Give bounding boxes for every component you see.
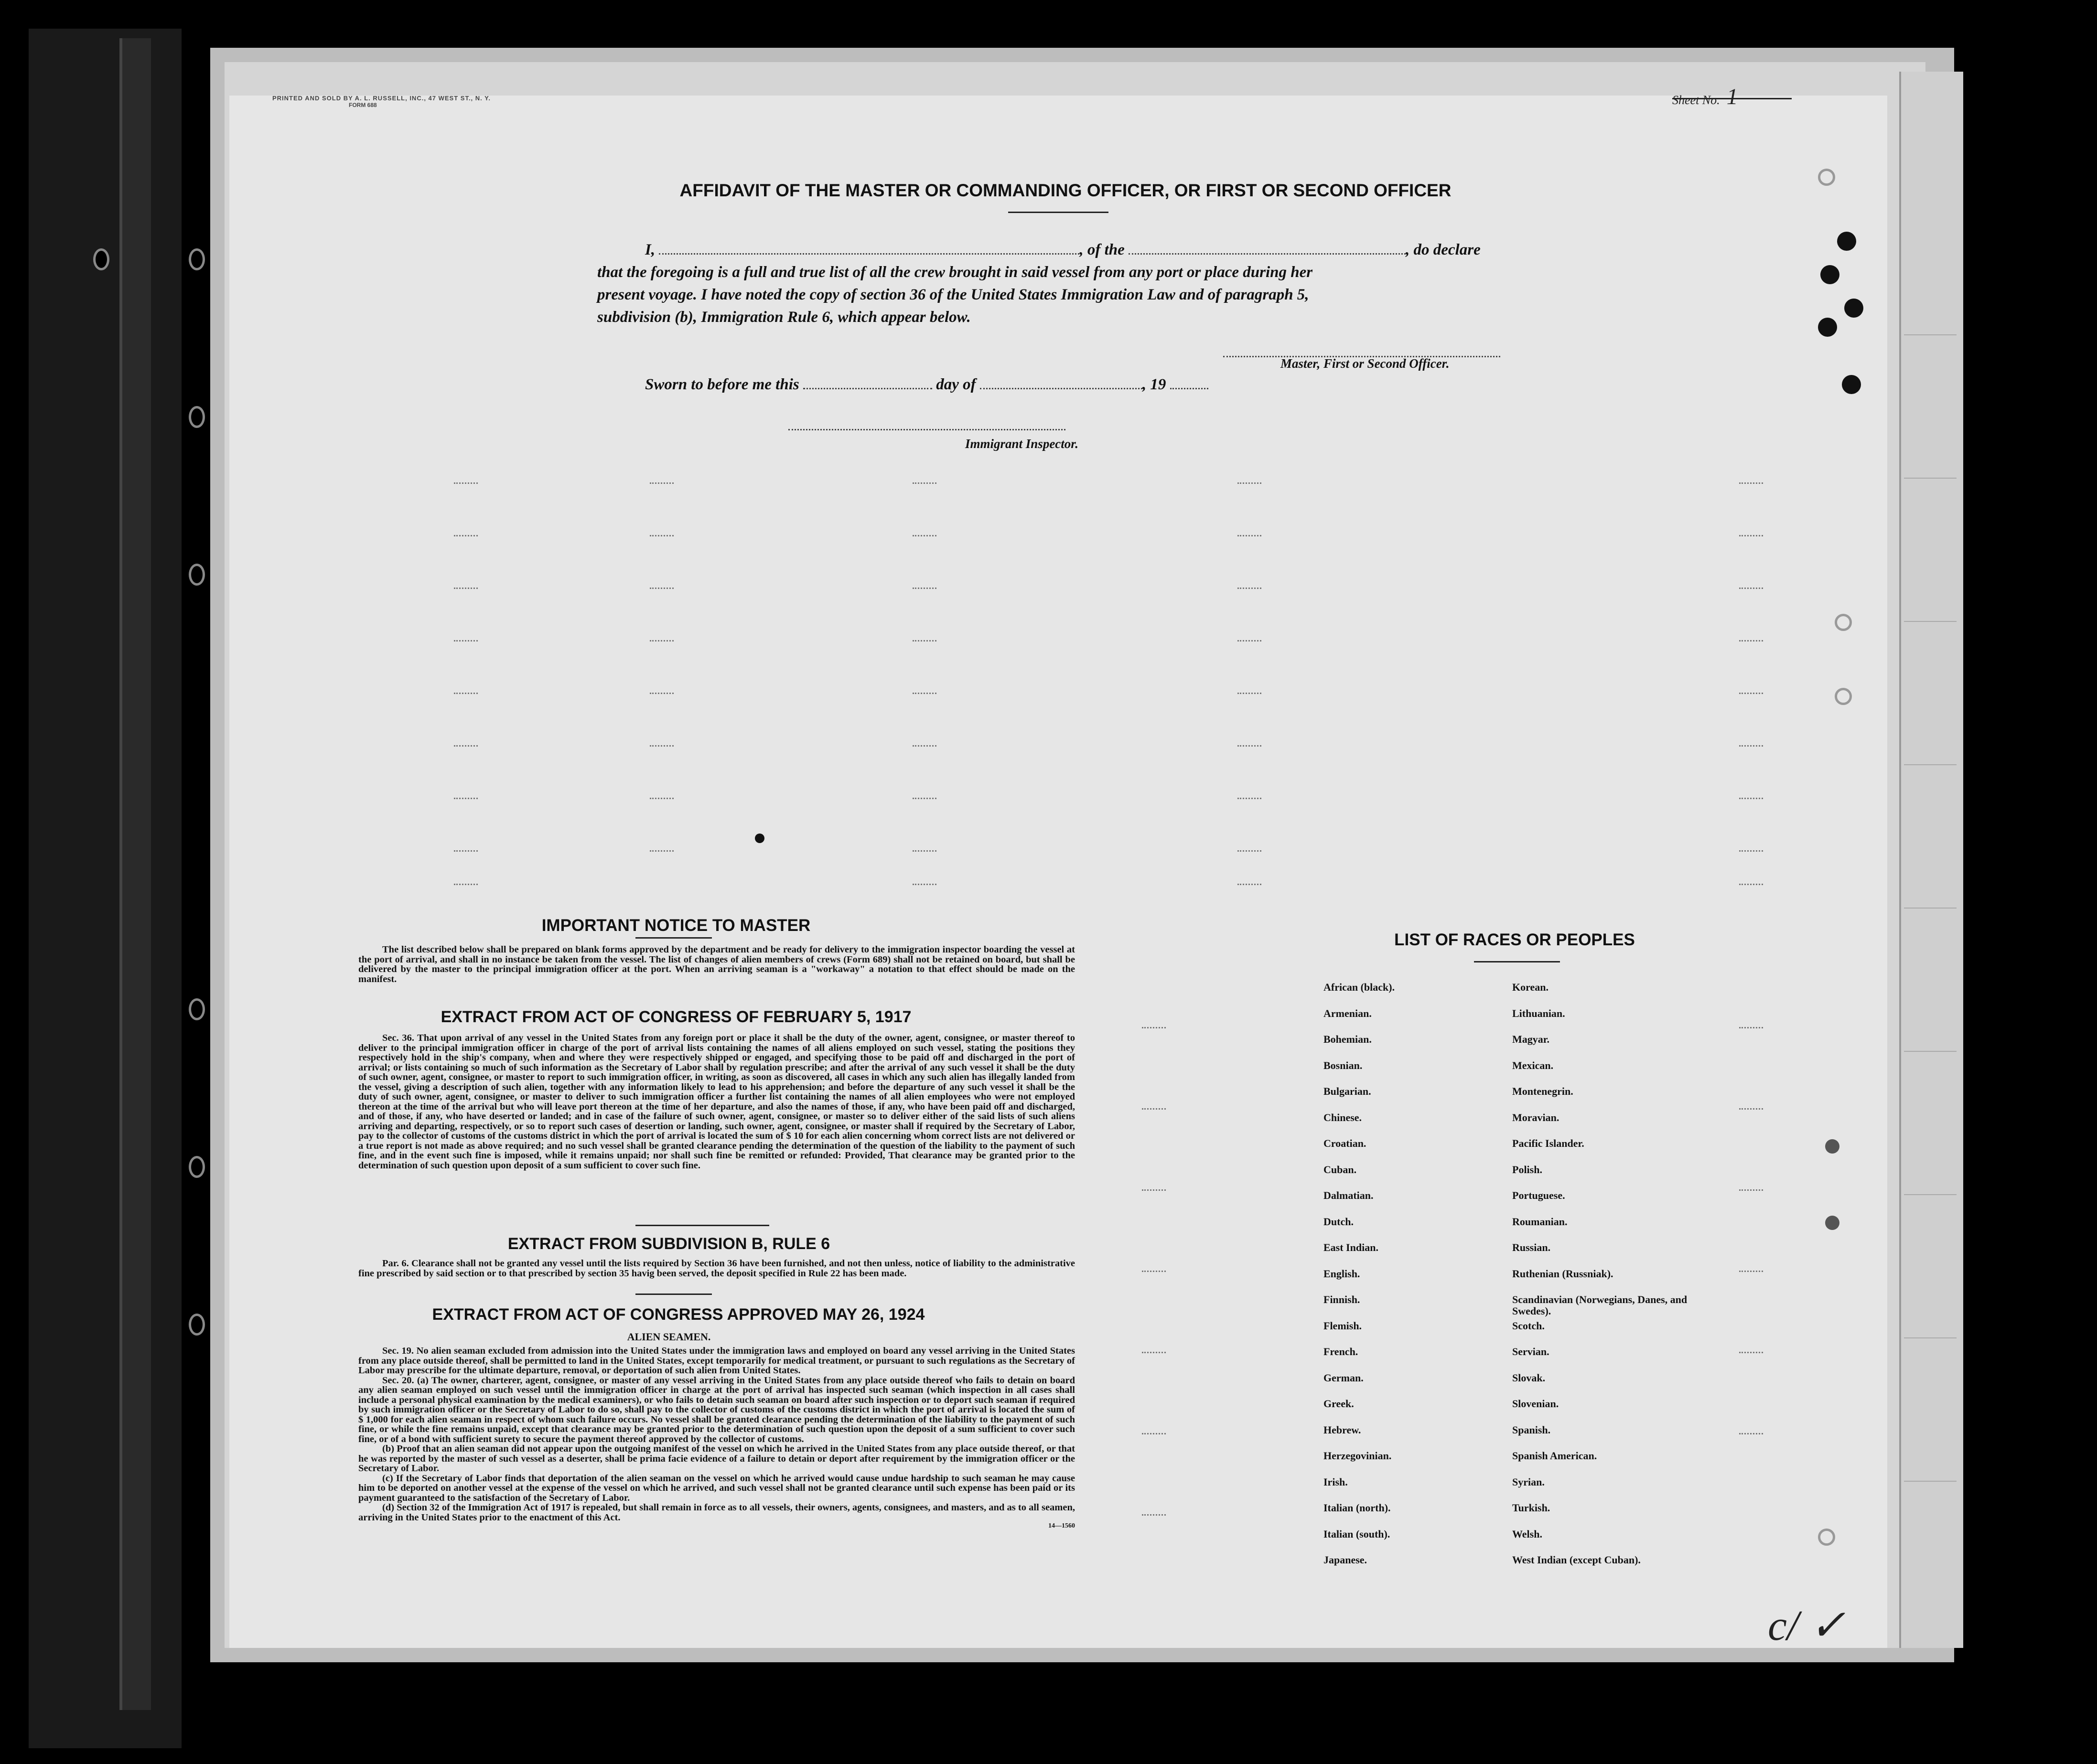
bleed-through-mark <box>1739 1352 1763 1353</box>
affidavit-i: I, <box>645 241 656 258</box>
race-item: Montenegrin. <box>1512 1085 1573 1097</box>
bleed-through-mark <box>913 693 936 694</box>
sheet-number <box>1672 84 1738 110</box>
bleed-through-mark <box>1739 693 1763 694</box>
race-item: East Indian. <box>1323 1241 1378 1253</box>
master-signature-label: Master, First or Second Officer. <box>1280 356 1450 371</box>
ink-blot <box>1837 232 1856 251</box>
bleed-through-mark <box>1142 1108 1166 1110</box>
race-item: Irish. <box>1323 1475 1348 1488</box>
rule6-title: EXTRACT FROM SUBDIVISION B, RULE 6 <box>507 1235 830 1253</box>
bleed-through-mark <box>1237 482 1261 484</box>
section-rule <box>1474 961 1560 962</box>
bleed-through-mark <box>1739 535 1763 536</box>
affidavit-of-the: , of the <box>1079 241 1125 258</box>
inspector-label: Immigrant Inspector. <box>965 437 1079 451</box>
ruled-line <box>1904 1051 1957 1052</box>
section-rule <box>635 1294 712 1295</box>
punch-hole <box>1818 1529 1835 1546</box>
race-item: Polish. <box>1512 1163 1542 1176</box>
race-item: Moravian. <box>1512 1111 1559 1123</box>
bleed-through-mark <box>1237 640 1261 641</box>
ruled-line <box>1904 1194 1957 1195</box>
race-item: Slovak. <box>1512 1371 1546 1384</box>
bleed-through-mark <box>913 588 936 589</box>
binder-hole <box>189 406 205 428</box>
race-item: Japanese. <box>1323 1554 1367 1566</box>
bleed-through-mark <box>913 884 936 885</box>
bleed-through-mark <box>1142 1271 1166 1272</box>
race-item: Finnish. <box>1323 1294 1360 1305</box>
binder-hole <box>189 998 205 1020</box>
inspector-signature-line[interactable] <box>788 429 1065 430</box>
bleed-through-mark <box>1142 1027 1166 1028</box>
race-item: Dalmatian. <box>1323 1189 1374 1201</box>
bleed-through-mark <box>1142 1352 1166 1353</box>
sworn-line <box>645 376 1208 394</box>
bleed-through-mark <box>913 535 936 536</box>
race-item: Portuguese. <box>1512 1189 1565 1201</box>
act-1917-title: EXTRACT FROM ACT OF CONGRESS OF FEBRUARY 5, 1917 <box>441 1008 912 1026</box>
printer-imprint: PRINTED AND SOLD BY A. L. RUSSELL, INC., 47 WEST ST., N. Y. <box>272 95 491 102</box>
section-rule <box>635 1225 769 1226</box>
race-item: Italian (south). <box>1323 1528 1390 1540</box>
bleed-through-mark <box>1739 1189 1763 1191</box>
ink-blot <box>1820 265 1839 284</box>
binder-hole <box>93 248 109 270</box>
punch-hole <box>1818 169 1835 186</box>
race-item: Pacific Islander. <box>1512 1137 1584 1149</box>
bleed-through-mark <box>1142 1433 1166 1434</box>
sec-20c: (c) If the Secretary of Labor finds that deportation of the alien seaman on the vessel on which he arrived would cause undue hardship to such seaman he may cause him to be deported on another vessel at the expense of the vessel on which he arrived, and such vessel shall not be granted clearance until such expense has been paid or its payment guaranteed to the satisfaction of the Secretary of Labor. <box>358 1473 1075 1503</box>
form-footnote: 14—1560 <box>1048 1522 1075 1529</box>
sec-20d: (d) Section 32 of the Immigration Act of 1917 is repealed, but shall remain in force as to all vessels, their owners, agents, consignees, and masters, and as to all seamen, arriving in the United States prior to the enactment of this Act. <box>358 1502 1075 1523</box>
bleed-through-mark <box>650 693 674 694</box>
act-1924-title: EXTRACT FROM ACT OF CONGRESS APPROVED MAY 26, 1924 <box>432 1305 925 1324</box>
affidavit-line: present voyage. I have noted the copy of section 36 of the United States Immigration Law and of paragraph 5, <box>597 286 1309 303</box>
bleed-through-mark <box>454 850 478 852</box>
race-item: Scandinavian (Norwegians, Danes, and Swedes). <box>1512 1294 1688 1317</box>
bleed-through-mark <box>650 798 674 799</box>
race-item: Turkish. <box>1512 1502 1550 1514</box>
race-item: Lithuanian. <box>1512 1007 1565 1019</box>
affidavit-line: that the foregoing is a full and true list of all the crew brought in said vessel from any port or place during her <box>597 264 1313 281</box>
punch-hole <box>1835 614 1852 631</box>
rule6-text: Par. 6. Clearance shall not be granted any vessel until the lists required by Section 36 have been furnished, and not then unless, notice of liability to the administrative fine prescribed by said section or to that prescribed by section 35 havig been served, the deposit specified in Rule 22 has been made. <box>358 1258 1075 1279</box>
race-item: Flemish. <box>1323 1319 1362 1332</box>
bleed-through-mark <box>650 850 674 852</box>
bleed-through-mark <box>1739 1027 1763 1028</box>
race-item: Servian. <box>1512 1346 1549 1358</box>
race-item: Bosnian. <box>1323 1059 1363 1071</box>
bleed-through-mark <box>650 482 674 484</box>
sec-20a: Sec. 20. (a) The owner, charterer, agent, consignee, or master of any vessel arriving in the United States from any place outside thereof who fails to detain on board any alien seaman employed on such vessel until the immigration officer in charge at the port of arrival has inspected such seaman (which inspection in all cases shall include a personal physical examination by the medical examiners), or who fails to detain such seaman on board after such inspection or to deport such seaman if required by such immigration officer or the Secretary of Labor to do so, shall pay to the collector of customs of the customs district in which the port of arrival is located the sum of $ 1,000 for each alien seaman in respect of whom such failure occurs. No vessel shall be granted clearance pending the determination of the liability to the payment of such fine, or while the fine remains unpaid, except that clearance may be granted prior to the determination of such question upon the deposit of a sum sufficient to cover such fine, or of a bond with sufficient surety to secure the payment thereof approved by the collector of customs. <box>358 1375 1075 1444</box>
race-item: Korean. <box>1512 981 1549 993</box>
bleed-through-mark <box>454 798 478 799</box>
year-blank[interactable] <box>1170 377 1208 389</box>
bleed-through-mark <box>1739 640 1763 641</box>
bleed-through-mark <box>1739 588 1763 589</box>
races-title: LIST OF RACES OR PEOPLES <box>1394 930 1635 949</box>
bleed-through-mark <box>913 482 936 484</box>
race-item: Herzegovinian. <box>1323 1450 1392 1462</box>
bleed-through-mark <box>1237 588 1261 589</box>
bleed-through-mark <box>1237 693 1261 694</box>
race-item: Dutch. <box>1323 1215 1354 1228</box>
race-item: Roumanian. <box>1512 1215 1568 1228</box>
race-item: Bohemian. <box>1323 1033 1372 1045</box>
bleed-through-mark <box>454 588 478 589</box>
ruled-line <box>1904 764 1957 765</box>
sworn-day-of: day of <box>936 376 976 393</box>
bleed-through-mark <box>454 693 478 694</box>
bleed-through-mark <box>650 535 674 536</box>
bleed-through-mark <box>913 798 936 799</box>
section-rule <box>635 937 712 939</box>
race-item: Russian. <box>1512 1241 1551 1253</box>
bleed-through-mark <box>1739 1108 1763 1110</box>
ruled-line <box>1904 1337 1957 1338</box>
ruled-line <box>1904 621 1957 622</box>
bleed-through-mark <box>913 640 936 641</box>
bleed-through-mark <box>454 482 478 484</box>
month-blank[interactable] <box>980 377 1142 389</box>
race-item: Bulgarian. <box>1323 1085 1371 1097</box>
race-item: Welsh. <box>1512 1528 1542 1540</box>
bleed-through-mark <box>1142 1514 1166 1516</box>
adjacent-sheet-edge <box>1899 72 1963 1648</box>
sworn-label: Sworn to before me this <box>645 376 799 393</box>
sec-20b: (b) Proof that an alien seaman did not appear upon the outgoing manifest of the vessel on which he arrived in the United States from any place outside thereof, or that he was reported by the master of such vessel as a deserter, shall be prima facie evidence of a failure to detain or deport after requirement by the immigration officer or the Secretary of Labor. <box>358 1443 1075 1474</box>
race-item: French. <box>1323 1346 1358 1358</box>
ruled-line <box>1904 334 1957 335</box>
race-item: Greek. <box>1323 1398 1354 1410</box>
affidavit-body <box>597 239 1519 329</box>
act-1917-text: Sec. 36. That upon arrival of any vessel in the United States from any foreign port or place it shall be the duty of the owner, agent, consignee, or master thereof to deliver to the principal immigration officer in charge of the port of arrival lists containing the names of all aliens employed on such vessel, stating the positions they respectively hold in the ship's company, when and where they were respectively shipped or engaged, and specifying those to be paid off and discharged in the port of arrival; or lists containing so much of such information as the Secretary of Labor shall by regulation prescribe; and after the arrival of any such vessel it shall be the duty of such owner, agent, consignee, or master to report to such immigration officer, in writing, as soon as discovered, all cases in which any such alien has illegally landed from the vessel, giving a description of such alien, together with any information likely to lead to his apprehension; and before the departure of any such vessel it shall be the duty of such owner, agent, consignee, or master to deliver to such immigration officer a further list containing the names of all alien employees who were not employed thereon at the time of the arrival but who will leave port thereon at the time of her departure, and also the names of those, if any, who have been paid off and discharged, and of those, if any, who have deserted or landed; and in case of the failure of such owner, agent, consignee, or master so to deliver either of the said lists of such aliens arriving and departing, respectively, or so to report such cases of desertion or landing, such owner, agent, consignee, or master shall if required by the Secretary of Labor, pay to the collector of customs of the customs district in which the port of arrival is located the sum of $ 10 for each alien concerning whom correct lists are not delivered or a true report is not made as above required; and no such vessel shall be granted clearance pending the determination of the question of the liability to the payment of such fine, and in the event such fine is imposed, while it remains unpaid; nor shall such fine be remitted or refunded: Provided, That clearance may be granted prior to the determination of such question upon deposit of a sum sufficient to cover such fine. <box>358 1033 1075 1171</box>
race-item: Spanish American. <box>1512 1450 1597 1462</box>
bleed-through-mark <box>454 884 478 885</box>
sec-19: Sec. 19. No alien seaman excluded from admission into the United States under the immigration laws and employed on board any vessel arriving in the United States from any place outside thereof, shall be permitted to land in the United States, except temporarily for medical treatment, or pursuant to such regulations as the Secretary of Labor may prescribe for the ultimate departure, removal, or deportation of such alien from United States. <box>358 1346 1075 1376</box>
binder-hole <box>189 1156 205 1178</box>
name-blank[interactable] <box>659 243 1079 255</box>
race-item: Armenian. <box>1323 1007 1372 1019</box>
race-item: Ruthenian (Russniak). <box>1512 1267 1613 1280</box>
title-rule <box>1008 212 1108 213</box>
bleed-through-mark <box>1739 1271 1763 1272</box>
notice-title: IMPORTANT NOTICE TO MASTER <box>541 916 811 935</box>
ruled-line <box>1904 908 1957 909</box>
bleed-through-mark <box>1739 1433 1763 1434</box>
bleed-through-mark <box>454 745 478 747</box>
sheet-value: 1 <box>1726 84 1738 109</box>
bleed-through-mark <box>1739 745 1763 747</box>
race-item: Scotch. <box>1512 1319 1545 1332</box>
bleed-through-mark <box>1237 884 1261 885</box>
race-item: Chinese. <box>1323 1111 1362 1123</box>
notice-text: The list described below shall be prepared on blank forms approved by the department and be ready for delivery to the immigration inspector boarding the vessel at the port of arrival, and shall in no instance be taken from the vessel. The list of changes of alien members of crews (Form 689) shall not be retained on board, but shall be delivered by the master to the principal immigration officer at the port. When an arriving seaman is a "workaway" a notation to that effect should be made on the manifest. <box>358 944 1075 984</box>
race-item: Mexican. <box>1512 1059 1554 1071</box>
race-item: Croatian. <box>1323 1137 1366 1149</box>
race-item: Syrian. <box>1512 1475 1545 1488</box>
bleed-through-mark <box>650 745 674 747</box>
race-item: West Indian (except Cuban). <box>1512 1554 1641 1566</box>
binder-hole <box>189 564 205 586</box>
bleed-through-mark <box>1739 884 1763 885</box>
race-item: Hebrew. <box>1323 1423 1361 1436</box>
bleed-through-mark <box>1739 850 1763 852</box>
binder-hole <box>189 248 205 270</box>
bleed-through-mark <box>650 588 674 589</box>
bleed-through-mark <box>913 850 936 852</box>
day-blank[interactable] <box>803 377 932 389</box>
bleed-through-mark <box>650 640 674 641</box>
act-1924-text <box>358 1346 1075 1530</box>
race-item: African (black). <box>1323 981 1395 993</box>
act-1924-subtitle: ALIEN SEAMEN. <box>627 1331 711 1343</box>
race-item: Slovenian. <box>1512 1398 1559 1410</box>
binder-hole <box>189 1314 205 1336</box>
race-item: Spanish. <box>1512 1423 1551 1436</box>
bleed-through-mark <box>1739 482 1763 484</box>
rank-blank[interactable] <box>1129 243 1406 255</box>
ink-blot <box>755 834 764 843</box>
bleed-through-mark <box>1237 745 1261 747</box>
bleed-through-mark <box>1142 1189 1166 1191</box>
affidavit-declare: , do declare <box>1406 241 1481 258</box>
ruled-line <box>1904 478 1957 479</box>
bleed-through-mark <box>1237 798 1261 799</box>
sheet-underline <box>1672 98 1792 99</box>
pencil-mark: c/ ✓ <box>1768 1602 1846 1649</box>
race-item: German. <box>1323 1371 1364 1384</box>
punch-hole <box>1835 688 1852 705</box>
race-item: Cuban. <box>1323 1163 1357 1176</box>
race-item: Magyar. <box>1512 1033 1550 1045</box>
bleed-through-mark <box>1739 798 1763 799</box>
bleed-through-mark <box>1237 850 1261 852</box>
sheet-label: Sheet No. <box>1672 93 1720 107</box>
race-item: English. <box>1323 1267 1360 1280</box>
ink-blot <box>1818 318 1837 337</box>
affidavit-title: AFFIDAVIT OF THE MASTER OR COMMANDING OFFICER, OR FIRST OR SECOND OFFICER <box>679 181 1452 200</box>
binder-strip <box>119 38 151 1710</box>
bleed-through-mark <box>454 640 478 641</box>
ink-blot <box>1825 1216 1839 1230</box>
ink-blot <box>1842 375 1861 394</box>
bleed-through-mark <box>1237 535 1261 536</box>
bleed-through-mark <box>454 535 478 536</box>
binder-spine <box>29 29 182 1748</box>
sworn-year: , 19 <box>1142 376 1166 393</box>
ink-blot <box>1844 299 1863 318</box>
bleed-through-mark <box>913 745 936 747</box>
race-item: Italian (north). <box>1323 1502 1391 1514</box>
ruled-line <box>1904 1481 1957 1482</box>
affidavit-line: subdivision (b), Immigration Rule 6, which appear below. <box>597 309 971 326</box>
form-number: FORM 688 <box>349 102 377 108</box>
ink-blot <box>1825 1139 1839 1154</box>
